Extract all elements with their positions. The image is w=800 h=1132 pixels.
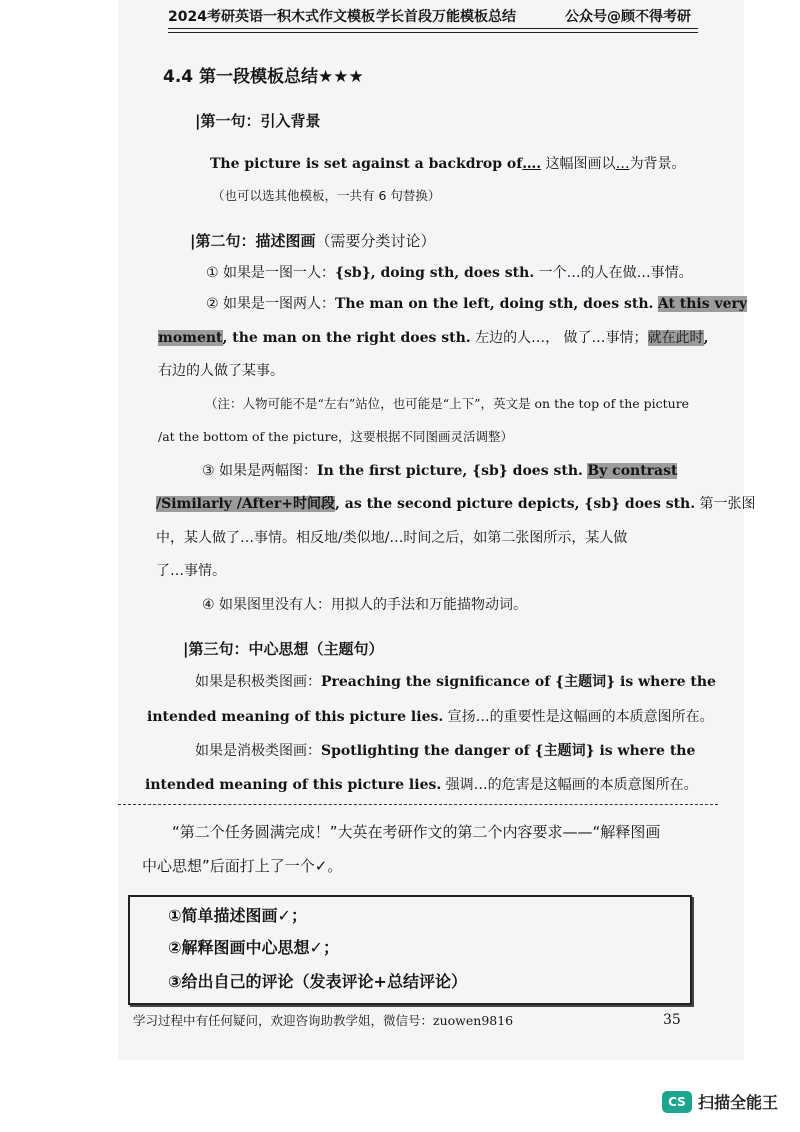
case-3-line-1: ③ 如果是两幅图：In the first picture, {sb} does sth. By contrast	[202, 463, 678, 479]
case-2-line-1: ② 如果是一图两人：The man on the left, doing sth, does sth. At this very	[206, 296, 748, 312]
case-3-line-2: /Similarly /After+时间段, as the second picture depicts, {sb} does sth. 第一张图	[156, 496, 756, 512]
sentence-1-note: （也可以选其他模板，一共有 6 句替换）	[212, 188, 441, 203]
sentence-1-template: The picture is set against a backdrop of…. 这幅图画以…为背景。	[210, 156, 686, 172]
conclusion-line-1: “第二个任务圆满完成！”大英在考研作文的第二个内容要求——“解释图画	[172, 823, 661, 841]
dashed-divider	[118, 804, 718, 805]
checklist-item-3: ③给出自己的评论（发表评论+总结评论）	[168, 972, 467, 991]
footer-note: 学习过程中有任何疑问，欢迎咨询助教学姐，微信号：zuowen9816	[133, 1013, 514, 1028]
checklist-box	[128, 895, 692, 1005]
header-center: 学长首段万能模板总结	[376, 9, 516, 25]
case-3-line-3: 中，某人做了…事情。相反地/类似地/…时间之后，如第二张图所示，某人做	[156, 530, 628, 546]
sentence-3-title: |第三句：中心思想（主题句）	[183, 640, 384, 658]
checklist-item-2: ②解释图画中心思想✓；	[168, 938, 339, 957]
case-2-line-2: moment, the man on the right does sth. 左边的人…， 做了…事情；就在此时,	[158, 330, 709, 346]
negative-line-2: intended meaning of this picture lies. 强调…的危害是这幅画的本质意图所在。	[145, 777, 698, 793]
page-number: 35	[663, 1012, 681, 1028]
header-rule	[168, 28, 698, 29]
camscanner-logo-icon: CS	[662, 1091, 692, 1113]
negative-line-1: 如果是消极类图画：Spotlighting the danger of {主题词} is where the	[195, 743, 696, 759]
camscanner-name: 扫描全能王	[698, 1093, 779, 1112]
positive-line-2: intended meaning of this picture lies. 宣扬…的重要性是这幅画的本质意图所在。	[147, 709, 714, 725]
case-2-line-3: 右边的人做了某事。	[158, 363, 284, 379]
case-3-line-4: 了…事情。	[156, 563, 226, 579]
conclusion-line-2: 中心思想”后面打上了一个✓。	[142, 857, 343, 875]
note-line-1: （注：人物可能不是“左右”站位，也可能是“上下”，英文是 on the top of the picture	[205, 396, 690, 411]
positive-line-1: 如果是积极类图画：Preaching the significance of {主题词} is where the	[195, 674, 716, 690]
case-4: ④ 如果图里没有人：用拟人的手法和万能描物动词。	[202, 597, 527, 613]
case-1: ① 如果是一图一人：{sb}, doing sth, does sth. 一个…的人在做…事情。	[206, 265, 693, 281]
checklist-item-1: ①简单描述图画✓；	[168, 906, 307, 925]
camscanner-watermark	[662, 1090, 778, 1113]
header-rule-thin	[168, 32, 698, 33]
sentence-1-title: |第一句：引入背景	[195, 112, 321, 130]
header-right: 公众号@顾不得考研	[565, 9, 691, 25]
note-line-2: /at the bottom of the picture，这要根据不同图画灵活调整）	[158, 429, 514, 444]
sentence-2-title: |第二句：描述图画（需要分类讨论）	[190, 232, 436, 250]
header-left: 2024考研英语一积木式作文模板	[168, 9, 375, 25]
section-title: 4.4 第一段模板总结★★★	[163, 67, 364, 87]
